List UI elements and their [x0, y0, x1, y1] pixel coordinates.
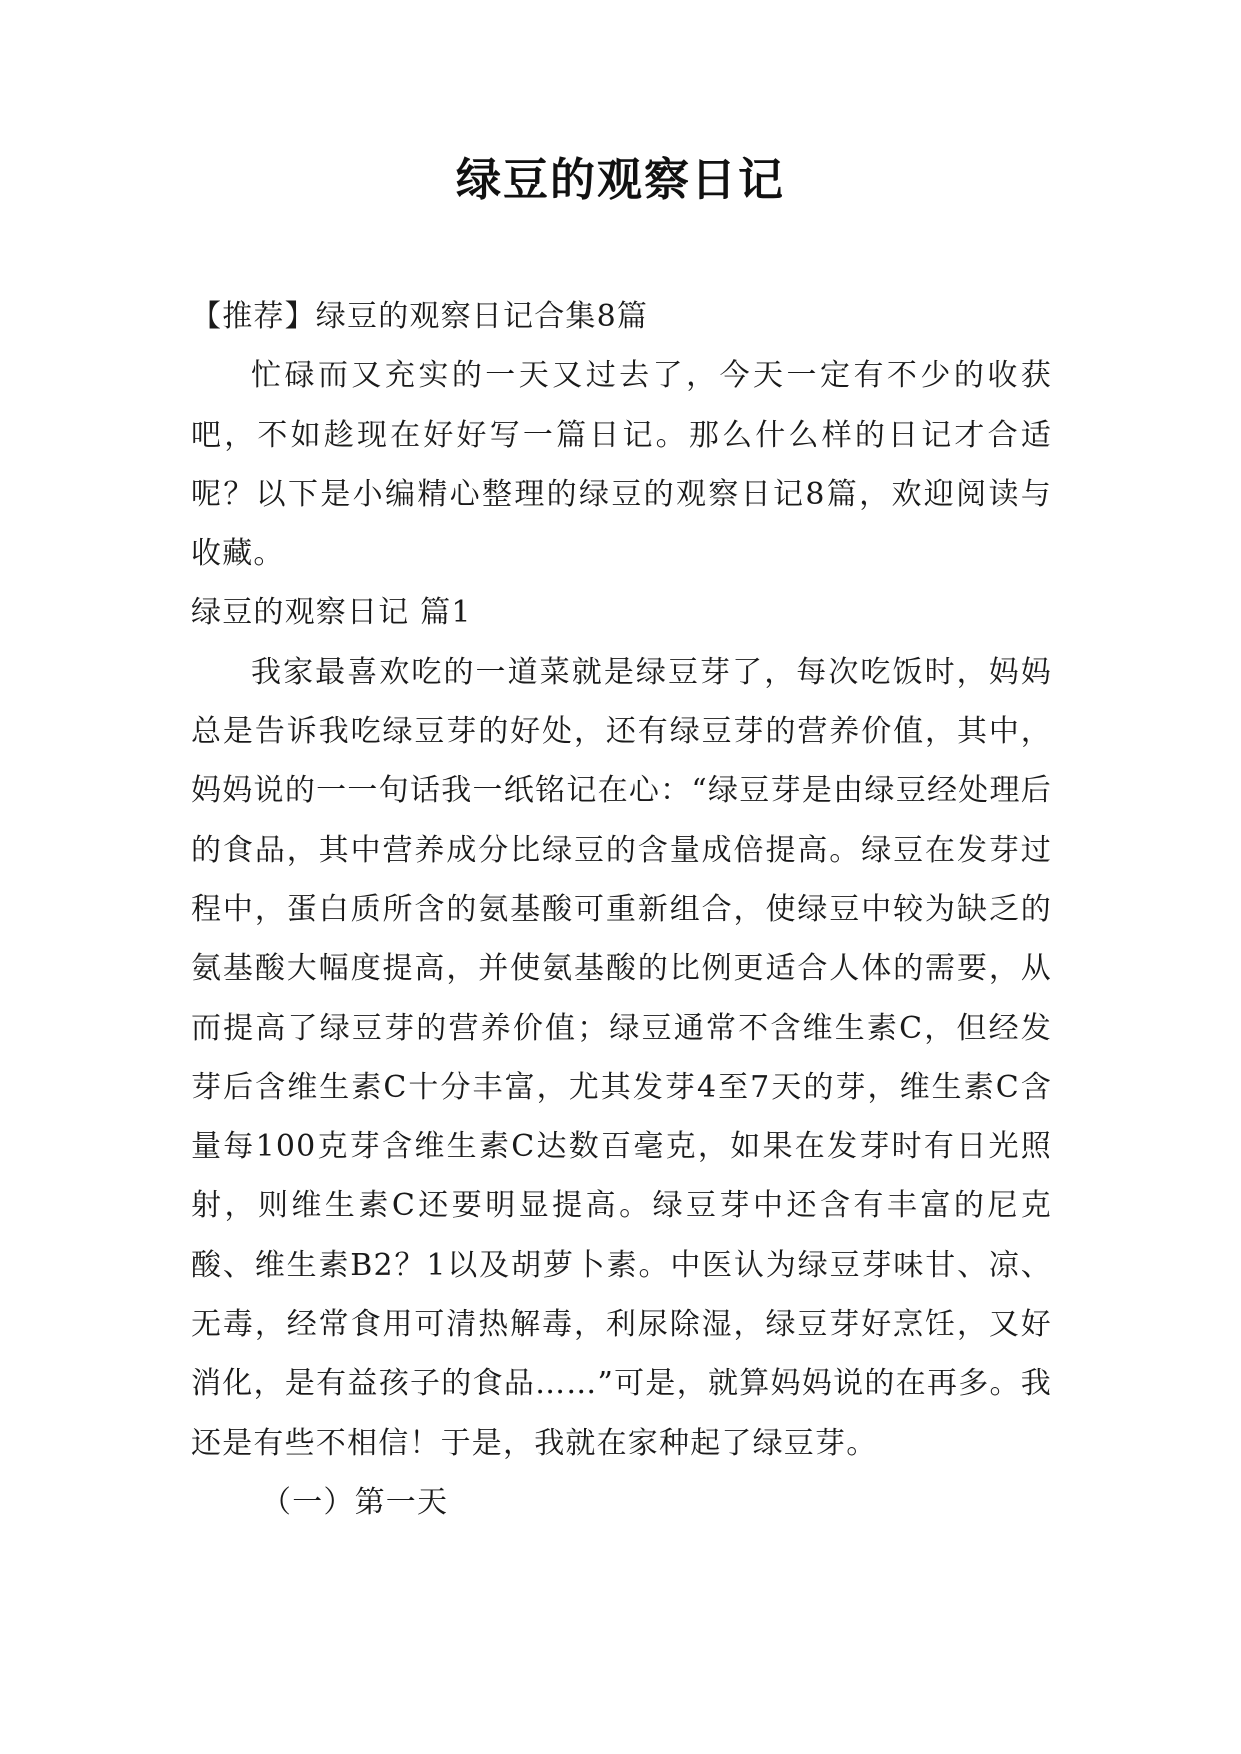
section-body-paragraph: 我家最喜欢吃的一道菜就是绿豆芽了，每次吃饭时，妈妈总是告诉我吃绿豆芽的好处，还有绿豆芽的营养价值，其中，妈妈说的一一句话我一纸铭记在心：“绿豆芽是由绿豆经处理后的食品，其中营养成分比绿豆的含量成倍提高。绿豆在发芽过程中，蛋白质所含的氨基酸可重新组合，使绿豆中较为缺乏的氨基酸大幅度提高，并使氨基酸的比例更适合人体的需要，从而提高了绿豆芽的营养价值；绿豆通常不含维生素C，但经发芽后含维生素C十分丰富，尤其发芽4至7天的芽，维生素C含量每100克芽含维生素C达数百毫克，如果在发芽时有日光照射，则维生素C还要明显提高。绿豆芽中还含有丰富的尼克酸、维生素B2？1以及胡萝卜素。中医认为绿豆芽味甘、凉、无毒，经常食用可清热解毒，利尿除湿，绿豆芽好烹饪，又好消化，是有益孩子的食品……”可是，就算妈妈说的在再多。我还是有些不相信！于是，我就在家种起了绿豆芽。 — [191, 654, 1052, 1461]
recommend-line: 【推荐】绿豆的观察日记合集8篇 — [191, 299, 649, 334]
section-heading: 绿豆的观察日记 篇1 — [191, 595, 472, 631]
document-title: 绿豆的观察日记 — [455, 153, 785, 206]
day-heading: （一）第一天 — [261, 1484, 449, 1520]
intro-paragraph: 忙碌而又充实的一天又过去了，今天一定有不少的收获吧，不如趁现在好好写一篇日记。那么什么样的日记才合适呢？以下是小编精心整理的绿豆的观察日记8篇，欢迎阅读与收藏。 — [191, 358, 1052, 572]
document-body — [191, 287, 1052, 1532]
